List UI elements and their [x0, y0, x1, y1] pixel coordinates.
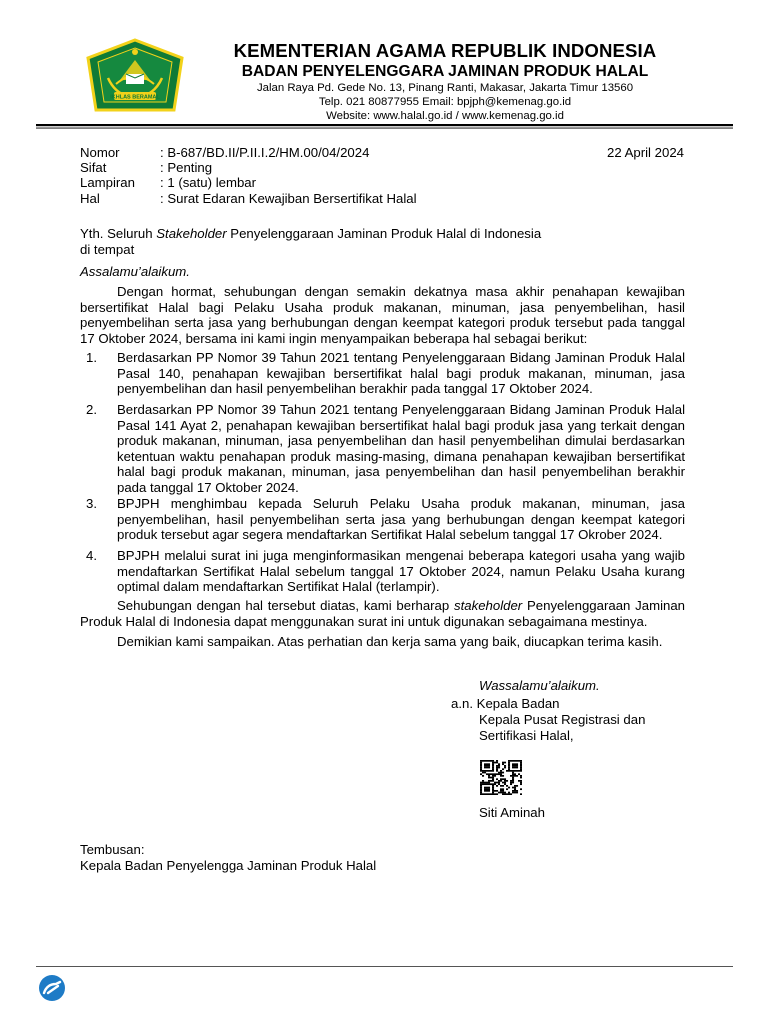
letterhead-divider: [36, 124, 733, 130]
lampiran-value: : 1 (satu) lembar: [160, 175, 257, 191]
hal-value: : Surat Edaran Kewajiban Bersertifikat Halal: [160, 190, 417, 206]
list-number: 3.: [86, 496, 97, 511]
list-item: [80, 350, 685, 397]
footer-divider: [36, 966, 733, 967]
signer-position-2: Sertifikasi Halal,: [479, 728, 574, 743]
closing-text-a: Sehubungan dengan hal tersebut diatas, kami berharap: [117, 598, 455, 613]
ministry-name: KEMENTERIAN AGAMA REPUBLIK INDONESIA: [233, 40, 657, 61]
agency-name: BADAN PENYELENGGARA JAMINAN PRODUK HALAL: [241, 63, 649, 80]
kemenag-logo: [86, 38, 184, 118]
list-text: BPJPH melalui surat ini juga menginformasikan mengenai beberapa kategori usaha yang wajib mendaftarkan Sertifikat Halal sebelum tanggal 17 Oktober 2024, namun Pelaku Usaha kurang optimal dalam mendaftarkan Sertifikat Halal (terlampir).: [117, 548, 685, 595]
list-text: BPJPH menghimbau kepada Seluruh Pelaku Usaha produk makanan, minuman, jasa penyembelihan, hasil penyembelihan serta jasa yang berhubungan dengan keempat kategori produk tersebut agar segera mendaftarkan Sertifikat Halal sebelum tanggal 17 Okrober 2024.: [117, 496, 685, 543]
addressee-rest: Penyelenggaraan Jaminan Produk Halal di Indonesia: [226, 226, 542, 241]
closing-text-b: Penyelenggaraan Jaminan Produk Halal di Indonesia dapat menggunakan surat ini untuk digunakan sebagaimana mestinya.: [80, 598, 685, 629]
letterhead: [200, 40, 690, 123]
lampiran-label: Lampiran: [80, 175, 135, 191]
closing-stakeholder: stakeholder: [454, 598, 523, 613]
addressee-place: di tempat: [80, 241, 135, 257]
greeting: Assalamu’alaikum.: [80, 264, 190, 279]
signer-name: Siti Aminah: [479, 805, 545, 820]
list-item: [80, 548, 685, 595]
scribd-icon[interactable]: [36, 974, 68, 1002]
addressee-stakeholder: Stakeholder: [156, 226, 227, 241]
closing-paragraph: [80, 598, 685, 629]
nomor-value: : B-687/BD.II/P.II.I.2/HM.00/04/2024: [160, 145, 370, 160]
thanks-paragraph: Demikian kami sampaikan. Atas perhatian dan kerja sama yang baik, diucapkan terima kasih.: [117, 634, 663, 649]
signer-position-1: Kepala Pusat Registrasi dan: [479, 712, 646, 727]
website-line: Website: www.halal.go.id / www.kemenag.go.id: [326, 110, 564, 122]
wassalam: Wassalamu’alaikum.: [479, 678, 600, 693]
list-number: 4.: [86, 548, 97, 563]
contact-line: Telp. 021 80877955 Email: bpjph@kemenag.go.id: [318, 96, 572, 108]
qr-code-signature: [480, 760, 522, 795]
nomor-label: Nomor: [80, 145, 120, 160]
hal-label: Hal: [80, 190, 100, 206]
list-text: Berdasarkan PP Nomor 39 Tahun 2021 tentang Penyelenggaraan Bidang Jaminan Produk Halal Pasal 140, penahapan kewajiban bersertifikat halal bagi produk makanan, minuman, jasa penyembelihan dan hasil penyembelihan berakhir pada tanggal 17 Oktober 2024.: [117, 350, 685, 397]
an-kepala: a.n. Kepala Badan: [451, 696, 560, 711]
list-item: [80, 402, 685, 496]
letterhead-contact: [200, 81, 690, 123]
sifat-label: Sifat: [80, 160, 107, 176]
list-number: 1.: [86, 350, 97, 365]
logo-motto: IKHLAS BERAMAL: [110, 94, 160, 101]
address-line: Jalan Raya Pd. Gede No. 13, Pinang Ranti, Makasar, Jakarta Timur 13560: [256, 82, 634, 94]
list-number: 2.: [86, 402, 97, 417]
list-item: [80, 496, 685, 543]
addressee-yth: Yth. Seluruh: [80, 226, 157, 241]
tembusan-label: Tembusan:: [80, 842, 145, 857]
tembusan-recipient: Kepala Badan Penyelengga Jaminan Produk Halal: [80, 858, 377, 873]
addressee: [80, 226, 541, 257]
sifat-value: : Penting: [160, 160, 213, 176]
intro-paragraph: Dengan hormat, sehubungan dengan semakin dekatnya masa akhir penahapan kewajiban bersertifikat Halal bagi Pelaku Usaha produk makanan, minuman, jasa penyembelihan, hasil penyembelihan serta jasa yang berhubungan dengan keempat kategori produk tersebut pada tanggal 17 Oktober 2024, bersama ini kami ingin menyampaikan beberapa hal sebagai berikut:: [80, 284, 685, 346]
list-text: Berdasarkan PP Nomor 39 Tahun 2021 tentang Penyelenggaraan Bidang Jaminan Produk Halal Pasal 141 Ayat 2, penahapan kewajiban bersertifikat halal bagi produk jasa yang terkait dengan produk makanan, minuman, jasa penyembelihan dan hasil penyembelihan dimulai berdasarkan ketentuan waktu penahapan produk masing-masing, dimana penahapan kewajiban bersertifikat halal bagi produk makanan, minuman, jasa penyembelihan dan hasil penyembelihan berakhir pada tanggal 17 Oktober 2024.: [117, 402, 685, 495]
letter-date: 22 April 2024: [607, 145, 684, 160]
